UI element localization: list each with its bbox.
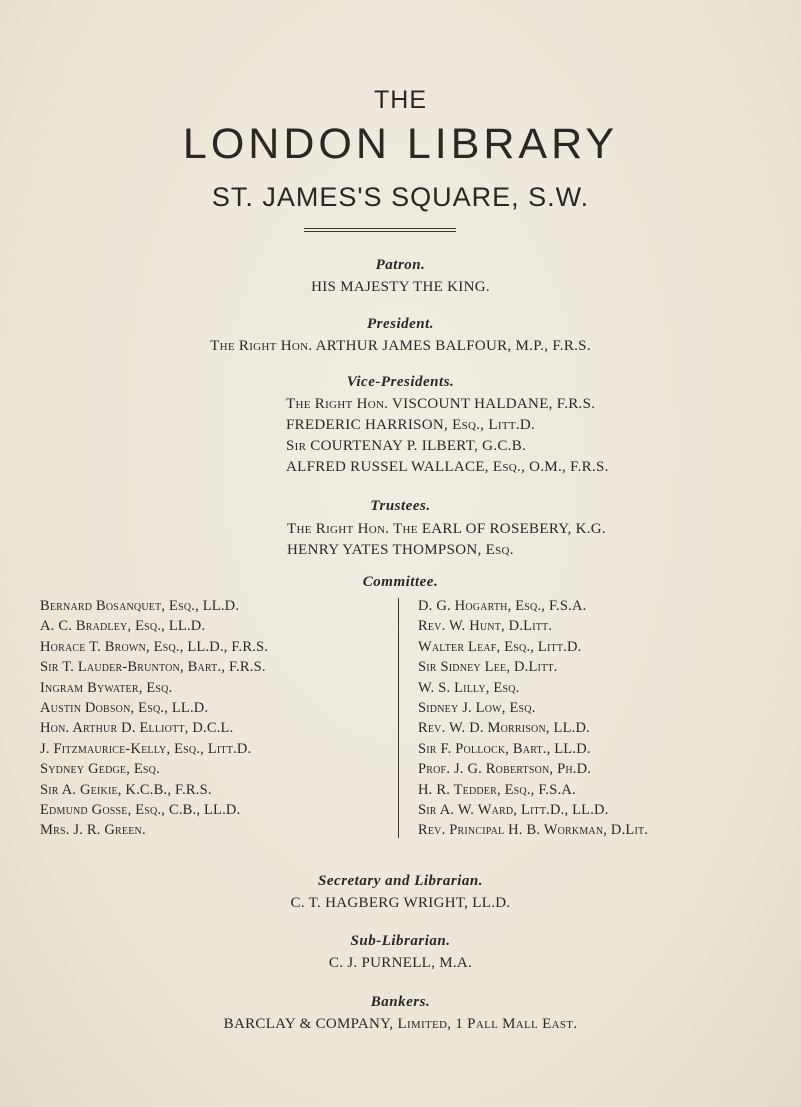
trustee-2: HENRY YATES THOMPSON, Esq.: [287, 542, 514, 558]
library-name: LONDON LIBRARY: [182, 120, 619, 168]
committee-member: Sydney Gedge, Esq.: [40, 761, 160, 778]
committee-member: Prof. J. G. Robertson, Ph.D.: [418, 761, 592, 778]
committee-member: Rev. W. Hunt, D.Litt.: [418, 618, 553, 635]
committee-member: Ingram Bywater, Esq.: [40, 679, 173, 696]
vice-president-2: FREDERIC HARRISON, Esq., Litt.D.: [286, 417, 536, 433]
committee-member: Sidney J. Low, Esq.: [418, 699, 536, 716]
committee-member: A. C. Bradley, Esq., LL.D.: [40, 618, 206, 635]
committee-member: D. G. Hogarth, Esq., F.S.A.: [418, 598, 587, 614]
committee-column-divider: [398, 598, 399, 838]
committee-member: Walter Leaf, Esq., Litt.D.: [418, 638, 582, 655]
bankers-heading: Bankers.: [370, 994, 431, 1010]
header-the: THE: [374, 86, 427, 114]
committee-right-column: [418, 596, 648, 841]
committee-member: Sir T. Lauder-Brunton, Bart., F.R.S.: [40, 659, 266, 676]
committee-member: Sir F. Pollock, Bart., LL.D.: [418, 740, 591, 757]
committee-member: W. S. Lilly, Esq.: [418, 679, 520, 696]
sub-librarian-heading: Sub-Librarian.: [350, 933, 451, 949]
secretary-name: C. T. HAGBERG WRIGHT, LL.D.: [290, 895, 511, 911]
committee-member: H. R. Tedder, Esq., F.S.A.: [418, 781, 576, 798]
committee-member: Horace T. Brown, Esq., LL.D., F.R.S.: [40, 638, 269, 655]
trustee-1: The Right Hon. The EARL OF ROSEBERY, K.G.: [287, 521, 606, 537]
vice-presidents-heading: Vice-Presidents.: [346, 374, 455, 390]
committee-member: Hon. Arthur D. Elliott, D.C.L.: [40, 720, 234, 737]
sub-librarian-name: C. J. PURNELL, M.A.: [328, 955, 473, 971]
committee-member: Edmund Gosse, Esq., C.B., LL.D.: [40, 801, 241, 818]
patron-heading: Patron.: [375, 257, 426, 273]
committee-member: J. Fitzmaurice-Kelly, Esq., Litt.D.: [40, 740, 252, 757]
president-heading: President.: [366, 316, 435, 332]
committee-left-column: [40, 596, 268, 841]
patron-name: HIS MAJESTY THE KING.: [311, 279, 490, 295]
committee-member: Rev. W. D. Morrison, LL.D.: [418, 720, 590, 737]
committee-member: Austin Dobson, Esq., LL.D.: [40, 699, 209, 716]
library-address: ST. JAMES'S SQUARE, S.W.: [211, 182, 590, 212]
vice-president-1: The Right Hon. VISCOUNT HALDANE, F.R.S.: [286, 396, 596, 412]
committee-member: Mrs. J. R. Green.: [40, 822, 146, 839]
double-rule-bottom: [304, 231, 456, 232]
vice-president-3: Sir COURTENAY P. ILBERT, G.C.B.: [286, 438, 527, 454]
trustees-heading: Trustees.: [370, 498, 431, 514]
double-rule-top: [304, 228, 456, 229]
committee-heading: Committee.: [362, 574, 439, 590]
committee-member: Bernard Bosanquet, Esq., LL.D.: [40, 598, 240, 614]
vice-president-4: ALFRED RUSSEL WALLACE, Esq., O.M., F.R.S.: [286, 459, 609, 475]
president-name: The Right Hon. ARTHUR JAMES BALFOUR, M.P., F.R.S.: [210, 338, 591, 354]
committee-member: Sir Sidney Lee, D.Litt.: [418, 659, 558, 676]
secretary-heading: Secretary and Librarian.: [318, 873, 483, 889]
bankers-name: BARCLAY & COMPANY, Limited, 1 Pall Mall East.: [223, 1016, 578, 1032]
committee-member: Rev. Principal H. B. Workman, D.Lit.: [418, 822, 649, 839]
committee-member: Sir A. W. Ward, Litt.D., LL.D.: [418, 801, 609, 818]
committee-member: Sir A. Geikie, K.C.B., F.R.S.: [40, 781, 212, 798]
